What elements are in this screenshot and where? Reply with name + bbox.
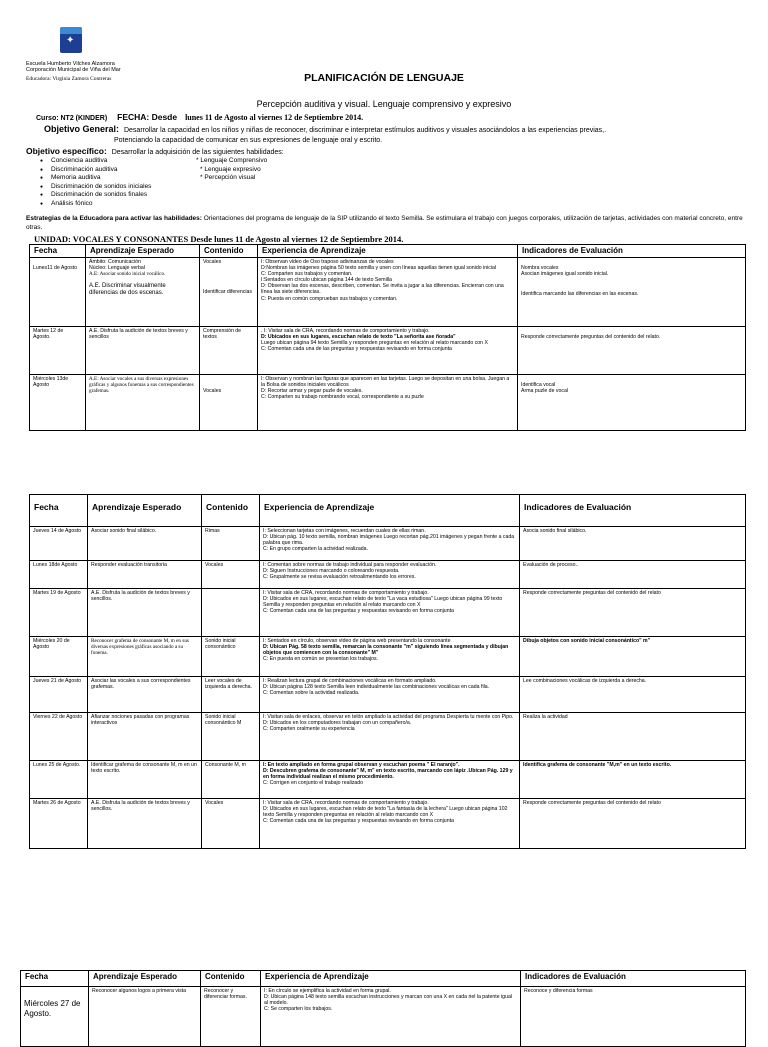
table-row [21, 987, 746, 1047]
cell-aprendizaje: A.E. Disfruta la audición de textos breves y sencillos [86, 327, 200, 375]
cell-indicadores [518, 375, 746, 431]
cell-aprendizaje: Identificar grafema de consonante M, m en un texto escrito. [88, 761, 202, 799]
line: Nombra vocales [521, 265, 559, 271]
line: D: Observan las dos escenas, describen, comentan. Se invita a jugar a las diferencias. Encierran con una línea las siete diferencias. [261, 283, 504, 296]
cell-indicadores: Asocia sonido final silábico. [520, 527, 746, 561]
cell-experiencia [260, 527, 520, 561]
line: C: Grupalmente se revisa evaluación retroalimentando los errores. [263, 574, 416, 581]
line: Asocian imágenes igual sonido inicial. [521, 271, 609, 278]
line: Núcleo: Lenguaje verbal [89, 265, 145, 272]
line: C: Comentan cada una de las preguntas y respuestas revisando en forma conjunta [263, 608, 454, 615]
cell-contenido: Comprensión de textos [200, 327, 258, 375]
line: C: Comparten oralmente su experiencia [263, 726, 355, 733]
table-row [30, 589, 746, 637]
skill-item: ● Discriminación auditiva [37, 166, 151, 175]
planning-table-2 [29, 494, 746, 849]
col-experiencia: Experiencia de Aprendizaje [258, 245, 518, 258]
cell-aprendizaje: A.E. Disfruta la audición de textos breves y sencillos. [88, 589, 202, 637]
school-name: Escuela Humberto Vilches Alzamora [26, 61, 115, 67]
line: D: Ubicados en sus lugares, escuchan relato de texto "La vaca estudiosa" Luego ubican página 99 texto Semilla y responden preguntas en relación al relato marcando con X [263, 596, 503, 609]
line: D:Nombran las imágenes página 50 texto semilla y unen con líneas aquellas tienen igual sonido inicial [261, 265, 497, 272]
cell-aprendizaje: Asociar sonido final silábico. [88, 527, 202, 561]
cell-indicadores: Lee combinaciones vocálicas de izquierda a derecha. [520, 677, 746, 713]
cell-aprendizaje: A.E: Asociar vocales a sus diversas expresiones gráficas y algunos fonemas a sus correspondientes grafemas. [86, 375, 200, 431]
line: D: Ubican página 128 texto Semilla leen individualmente las combinaciones vocálicas en cada fila. [263, 684, 490, 691]
line: Ámbito: Comunicación [89, 259, 141, 265]
line: I: Visitar sala de CRA, recordando normas de comportamiento y trabajo. [263, 590, 429, 596]
educator-name: Educadora: Virginia Zamora Contreras [26, 76, 112, 82]
cell-experiencia [258, 327, 518, 375]
cell-aprendizaje: Asociar las vocales a sus correspondientes grafemas. [88, 677, 202, 713]
line: Luego ubican página 94 texto Semilla y responden preguntas en relación al relato marcando con X [261, 340, 488, 347]
planning-table-1 [29, 244, 746, 431]
table-row [30, 677, 746, 713]
line: C: Comentan cada una de las preguntas y respuestas revisando en forma conjunta [263, 818, 454, 825]
objective-specific-line [26, 146, 284, 156]
cell-aprendizaje: Afianzar nociones pasadas con programas interactivos [88, 713, 202, 761]
col-indicadores: Indicadores de Evaluación [521, 971, 746, 987]
table-row [30, 761, 746, 799]
skills-list-right [196, 157, 267, 183]
line: D: Ubicados en sus lugares, escuchan relato de texto "La fantasía de la lechera" Luego ubican página 102 texto Semilla y responden preguntas en relación al relato marcando con X [263, 806, 508, 819]
line: Responde correctamente preguntas del contenido del relato. [521, 334, 661, 340]
page-subtitle: Percepción auditiva y visual. Lenguaje comprensivo y expresivo [256, 99, 512, 109]
line: A.E. Discriminar visualmente diferencias de dos escenas. [89, 283, 166, 297]
line: C: Comentan sobre la actividad realizada. [263, 690, 360, 697]
cell-experiencia [260, 561, 520, 589]
skill-item: ● Memoria auditiva [37, 174, 151, 183]
skill-item: ● Discriminación de sonidos iniciales [37, 183, 151, 192]
line: D: Ubican Pág. 58 texto semilla, remarcan la consonante "m" siguiendo línea segmentada y dibujan objetos que comiencen con la consonante" M" [263, 644, 509, 657]
cell-fecha: Jueves 14 de Agosto [30, 527, 88, 561]
strategies-paragraph [26, 215, 746, 232]
skills-list-left [37, 157, 151, 208]
cell-fecha: Lunes11 de Agosto [30, 258, 86, 327]
line: D: Ubican página 148 texto semilla escuchan instrucciones y marcan con una X en cada riel la patente igual al modelo. [264, 994, 512, 1007]
cell-contenido [202, 589, 260, 637]
col-experiencia: Experiencia de Aprendizaje [260, 495, 520, 527]
col-aprendizaje: Aprendizaje Esperado [89, 971, 201, 987]
cell-contenido: Sonido inicial consonántico [202, 637, 260, 677]
line: D: Ubicados en los computadores trabajan con un compañero/a. [263, 720, 412, 727]
cell-indicadores: Reconoce y diferencia formas [521, 987, 746, 1047]
line: I: Comentan sobre normas de trabajo individual para responder evaluación. [263, 562, 437, 568]
col-experiencia: Experiencia de Aprendizaje [261, 971, 521, 987]
line: Identifica vocal [521, 382, 556, 388]
col-contenido: Contenido [202, 495, 260, 527]
objective-general-text: Desarrollar la capacidad en los niños y niñas de reconocer, discriminar e interpretar estímulos auditivos y visuales asociándolos a las experiencias previas,. [123, 127, 607, 134]
cell-fecha: Lunes 18de Agosto [30, 561, 88, 589]
col-contenido: Contenido [201, 971, 261, 987]
skill-item: ● Discriminación de sonidos finales [37, 191, 151, 200]
table-row [30, 258, 746, 327]
line: Identificar diferencias [203, 289, 253, 296]
col-fecha: Fecha [30, 245, 86, 258]
table-row [30, 327, 746, 375]
cell-fecha: Lunes 25 de Agosto. [30, 761, 88, 799]
strategies-label: Estrategias de la Educadora para activar las habilidades: [26, 215, 202, 222]
table-row [30, 799, 746, 849]
line: C: Corrigen en conjunto el trabajo realizado [263, 780, 364, 787]
cell-indicadores: Dibuja objetos con sonido inicial consonántico" m" [520, 637, 746, 677]
line: I: Visitan sala de enlaces, observar en telón ampliado la actividad del programa Despierta tu mente con Pipo. [263, 714, 514, 720]
cell-contenido [200, 375, 258, 431]
cell-aprendizaje [86, 258, 200, 327]
cell-fecha: Viernes 22 de Agosto [30, 713, 88, 761]
line: C: Comparten sus trabajos y comentan. [261, 271, 353, 278]
col-fecha: Fecha [21, 971, 89, 987]
cell-contenido: Rimas [202, 527, 260, 561]
line: D: Recortar armar y pegar puzle de vocales. [261, 388, 363, 395]
cell-experiencia [260, 589, 520, 637]
line: . I: Visitar sala de CRA, recordando normas de comportamiento y trabajo. [261, 328, 430, 334]
cell-aprendizaje: Responder evaluación transitoria [88, 561, 202, 589]
skill-item: * Lenguaje expresivo [200, 165, 261, 173]
objective-general-line [44, 124, 606, 134]
skill-item: ● Conciencia auditiva [37, 157, 151, 166]
line: I:Sentados en círculo ubican página 144 de texto Semilla [261, 277, 392, 284]
line: D: Siguen Instrucciones marcando o coloreando respuesta. [263, 568, 400, 575]
cell-fecha: Miércoles 20 de Agosto [30, 637, 88, 677]
school-logo: ✦ [60, 27, 82, 53]
line: Identifica marcando las diferencias en las escenas. [521, 291, 639, 298]
line: C: Se comparten los trabajos. [264, 1006, 333, 1013]
cell-experiencia [261, 987, 521, 1047]
cell-fecha: Martes 12 de Agosto. [30, 327, 86, 375]
cell-experiencia [260, 799, 520, 849]
objective-specific-label: Objetivo específico: [26, 146, 107, 156]
cell-indicadores: Responde correctamente preguntas del contenido del relato [520, 799, 746, 849]
line: C: En grupo comparten la actividad realizada. [263, 546, 368, 553]
cell-indicadores: Responde correctamente preguntas del contenido del relato [520, 589, 746, 637]
skill-item: ● Análisis fónico [37, 200, 151, 209]
line: I: En texto ampliado en forma grupal observan y escuchan poema " El naranjo". [263, 762, 460, 768]
objective-general-text2: Potenciando la capacidad de comunicar en sus expresiones de lenguaje oral y escrito. [114, 137, 383, 144]
strategies-text: Orientaciones del programa de lenguaje de la SIP utilizando el texto Semilla. Se estimulara el trabajo con juegos corporales, utilización de tarjetas, actividades con material concreto, entre otras. [26, 215, 743, 231]
fecha-value: lunes 11 de Agosto al viernes 12 de Septiembre 2014. [185, 113, 364, 122]
col-indicadores: Indicadores de Evaluación [520, 495, 746, 527]
col-indicadores: Indicadores de Evaluación [518, 245, 746, 258]
cell-contenido: Leer vocales de izquierda a derecha. [202, 677, 260, 713]
objective-specific-text: Desarrollar la adquisición de las siguientes habilidades: [111, 149, 284, 156]
line: D: Ubican pág. 10 texto semilla, nombran imágenes Luego recortan pág.201 imágenes y pegan frente a cada palabra que rima. [263, 534, 515, 547]
cell-experiencia [260, 677, 520, 713]
table-row [30, 561, 746, 589]
col-fecha: Fecha [30, 495, 88, 527]
line: A.E: Asociar sonido inicial vocálico. [89, 271, 166, 278]
line: C: Comentan cada una de las preguntas y respuestas revisando en forma conjunta [261, 346, 452, 353]
cell-indicadores: Evaluación de proceso.. [520, 561, 746, 589]
cell-aprendizaje: Reconocer grafema de consonante M, m en sus diversas expresiones gráficas asociando a su fonema. [88, 637, 202, 677]
cell-contenido: Consonante M, m [202, 761, 260, 799]
cell-indicadores [518, 258, 746, 327]
line: I: Realizan lectura grupal de combinaciones vocálicas en formato ampliado. [263, 678, 437, 684]
cell-fecha: Martes 26 de Agosto [30, 799, 88, 849]
course-line [36, 112, 363, 122]
line: Vocales [203, 388, 222, 394]
line: I: Sentados en círculo, observan video de página web presentando la consonante [263, 638, 451, 644]
cell-contenido: Reconocer y diferenciar formas. [201, 987, 261, 1047]
page-title: PLANIFICACIÓN DE LENGUAJE [304, 72, 464, 84]
cell-experiencia [260, 761, 520, 799]
cell-indicadores: Realiza la actividad [520, 713, 746, 761]
col-contenido: Contenido [200, 245, 258, 258]
cell-experiencia [258, 375, 518, 431]
line: I: Observan y nombran las figuras que aparecen en las tarjetas. Luego se depositan en una bolsa. Juegan a la Bolsa de sonidos iniciales vocálicos [261, 376, 510, 389]
cell-experiencia [260, 713, 520, 761]
line: I: Seleccionan tarjetas con imágenes, recuerdan cuales de ellas riman. [263, 528, 426, 534]
line: C: Puesta en común comprueban sus trabajos y comentan. [261, 295, 398, 302]
line: D: Descubren grafema de consonante" M, m" en texto escrito, marcando con lápiz .Ubican Pág. 129 y en forma individual realizan el mismo procedimiento. [263, 768, 513, 781]
corporation-name: Corporación Municipal de Viña del Mar [26, 67, 121, 73]
cell-aprendizaje: A.E. Disfruta la audición de textos breves y sencillos. [88, 799, 202, 849]
cell-aprendizaje: Reconocer algunos logos a primera vista [89, 987, 201, 1047]
cell-fecha: Miércoles 13de Agosto [30, 375, 86, 431]
planning-table-3 [20, 970, 746, 1047]
cell-indicadores [518, 327, 746, 375]
line: C: Comparten su trabajo nombrando vocal, correspondiente a su puzle [261, 394, 424, 401]
skill-item: * Percepción visual [200, 174, 256, 181]
cell-contenido: Vocales [202, 561, 260, 589]
cell-fecha: Martes 19 de Agosto [30, 589, 88, 637]
cell-indicadores: Identifica grafema de consonante "M,m" en un texto escrito. [520, 761, 746, 799]
line: I: En círculo se ejemplifica la actividad en forma grupal. [264, 988, 391, 994]
cell-fecha: Jueves 21 de Agosto [30, 677, 88, 713]
cell-fecha: Miércoles 27 de Agosto. [21, 987, 89, 1047]
cell-contenido [200, 258, 258, 327]
cell-contenido: Vocales [202, 799, 260, 849]
cell-experiencia [258, 258, 518, 327]
skill-item: * Lenguaje Comprensivo [196, 157, 268, 164]
line: D: Ubicados en sus lugares, escuchan relato de texto "La señorita ase ñorada" [261, 334, 456, 341]
unit-title: UNIDAD: VOCALES Y CONSONANTES Desde lunes 11 de Agosto al viernes 12 de Septiembre 2014. [34, 234, 404, 244]
col-aprendizaje: Aprendizaje Esperado [86, 245, 200, 258]
fecha-label: FECHA: Desde [117, 112, 178, 122]
line: I: Observan video de Oso traposo adivinanzas de vocales [261, 259, 394, 265]
line: Vocales [203, 259, 222, 265]
table-row [30, 527, 746, 561]
table-row [30, 713, 746, 761]
line: I: Visitar sala de CRA, recordando normas de comportamiento y trabajo. [263, 800, 429, 806]
table-row [30, 375, 746, 431]
curso-label: Curso: NT2 (KINDER) [36, 115, 108, 122]
table-row [30, 637, 746, 677]
col-aprendizaje: Aprendizaje Esperado [88, 495, 202, 527]
objective-general-label: Objetivo General: [44, 124, 120, 134]
line: Arma puzle de vocal [521, 388, 568, 395]
cell-experiencia [260, 637, 520, 677]
cell-contenido: Sonido inicial consonántico M [202, 713, 260, 761]
line: C: En puesta en común se presentan los trabajos. [263, 656, 379, 663]
